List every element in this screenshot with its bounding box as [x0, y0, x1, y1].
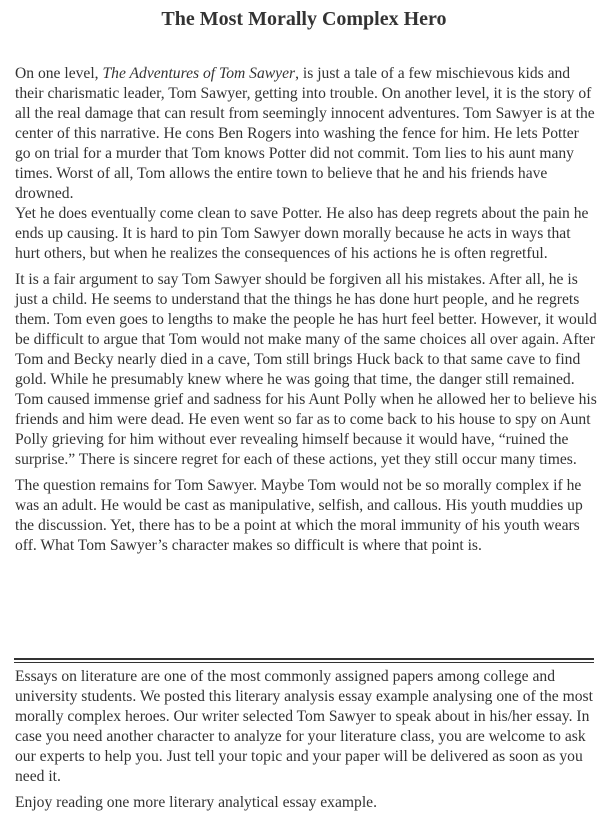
section-divider-thin [14, 662, 594, 663]
essay-paragraph-3: It is a fair argument to say Tom Sawyer should be forgiven all his mistakes. After all, he is just a child. He seems to understand that the things he has done hurt people, and he regrets them. Tom even goes to lengths to make the people he has hurt feel better. However, it would be difficult to argue that Tom would not make many of the same choices all over again. After Tom and Becky nearly died in a cave, Tom still brings Huck back to that same cave to find gold. While he presumably knew where he was going that time, the danger still remained. Tom caused immense grief and sadness for his Aunt Polly when he allowed her to believe his friends and him were dead. He even went so far as to come back to his house to spy on Aunt Polly grieving for him without ever revealing himself because it would have, “ruined the surprise.” There is sincere regret for each of these actions, yet they still occur many times. [15, 271, 597, 468]
essay-body [15, 64, 597, 562]
essay-paragraph-1-lead: On one level, [15, 65, 103, 82]
note-paragraph-1: Essays on literature are one of the most commonly assigned papers among college and university students. We posted this literary analysis essay example analysing one of the most morally complex heroes. Our writer selected Tom Sawyer to speak about in his/her essay. In case you need another character to analyze for your literature class, you are welcome to ask our experts to help you. Just tell your topic and your paper will be delivered as soon as you need it. [15, 668, 593, 785]
essay-paragraph-4: The question remains for Tom Sawyer. Maybe Tom would not be so morally complex if he was an adult. He would be cast as manipulative, selfish, and callous. His youth muddies up the discussion. Yet, there has to be a point at which the moral immunity of his youth wears off. What Tom Sawyer’s character makes so difficult is where that point is. [15, 477, 583, 554]
note-paragraph-2: Enjoy reading one more literary analytical essay example. [15, 794, 377, 811]
page-title: The Most Morally Complex Hero [161, 8, 447, 30]
essay-paragraph-2: Yet he does eventually come clean to save Potter. He also has deep regrets about the pain he ends up causing. It is hard to pin Tom Sawyer down morally because he acts in ways that hurt others, but when he realizes the consequences of his actions he is often regretful. [15, 205, 589, 262]
essay-paragraph-1-rest: , is just a tale of a few mischievous kids and their charismatic leader, Tom Sawyer, getting into trouble. On another level, it is the story of all the real damage that can result from seemingly innocent adventures. Tom Sawyer is at the center of this narrative. He cons Ben Rogers into washing the fence for him. He lets Potter go on trial for a murder that Tom knows Potter did not commit. Tom lies to his aunt many times. Worst of all, Tom allows the entire town to believe that he and his friends have drowned. [15, 65, 595, 202]
essay-paragraph-1 [15, 64, 597, 204]
book-title: The Adventures of Tom Sawyer [102, 65, 296, 82]
essay-note [15, 667, 597, 819]
section-divider [14, 658, 594, 660]
